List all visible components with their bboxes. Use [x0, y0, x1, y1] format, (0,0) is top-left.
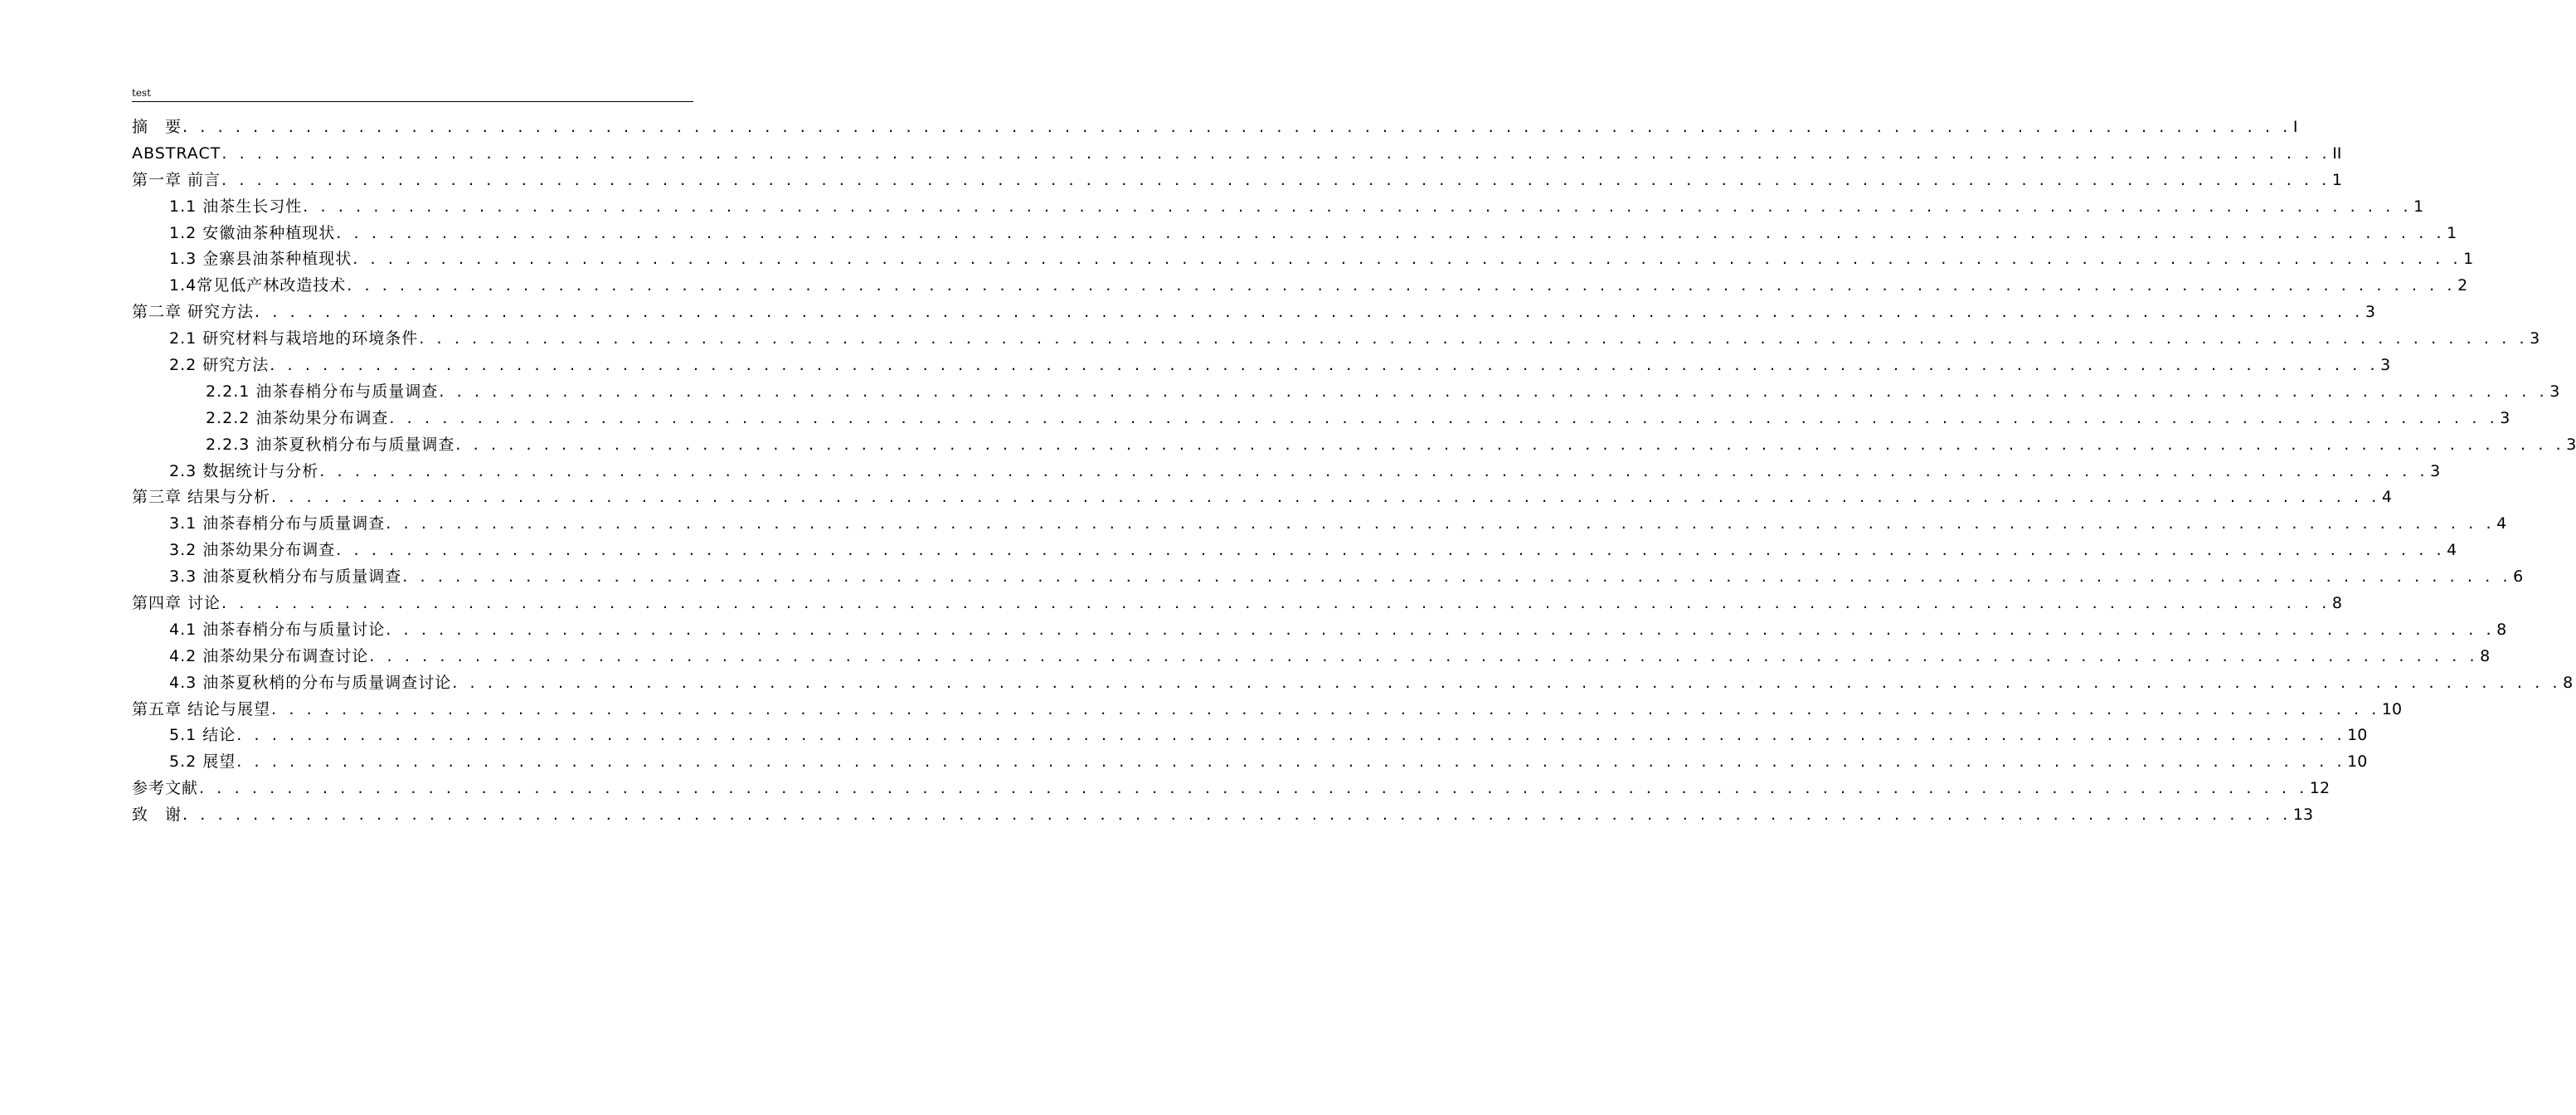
- toc-entry-line: [132, 697, 2403, 723]
- toc-entry-page-number: 10: [2347, 752, 2368, 772]
- toc-dot-leader: . . . . . . . . . . . . . . . . . . . . . . . . . . . . . . . . . . . . . . . . . . . . . . . . . . . . . . . . . . . . . . . . . . . . . . . . . . . . . . . . . . . . . . . . . . . . . . . . . . . . . . . . . . . . . . . . . . . . . . . .: [271, 699, 2380, 718]
- toc-entry[interactable]: [132, 459, 2441, 485]
- toc-entry[interactable]: [132, 723, 2368, 749]
- toc-entry-page-number: 10: [2381, 699, 2403, 718]
- toc-entry-page-number: 8: [2563, 673, 2574, 692]
- toc-entry[interactable]: [132, 168, 2342, 194]
- toc-entry-page-number: I: [2292, 118, 2298, 136]
- toc-entry[interactable]: [132, 591, 2342, 617]
- page-header: [132, 86, 693, 102]
- toc-entry[interactable]: [132, 221, 2457, 247]
- toc-entry-page-number: 4: [2447, 541, 2457, 560]
- toc-entry-page-number: 1: [2447, 223, 2457, 242]
- toc-entry[interactable]: [132, 644, 2491, 670]
- toc-entry-line: [169, 221, 2457, 247]
- toc-entry-page-number: 4: [2496, 514, 2507, 533]
- toc-entry-page-number: 12: [2309, 779, 2331, 798]
- toc-entry-page-number: 3: [2500, 408, 2510, 427]
- toc-entry[interactable]: [132, 697, 2403, 723]
- toc-entry-line: [132, 168, 2342, 194]
- toc-entry-line: [169, 194, 2424, 221]
- toc-entry[interactable]: [132, 484, 2392, 511]
- toc-dot-leader: . . . . . . . . . . . . . . . . . . . . . . . . . . . . . . . . . . . . . . . . . . . . . . . . . . . . . . . . . . . . . . . . . . . . . . . . . . . . . . . . . . . . . . . . . . . . . . . . . . . . . . . . . . . . . . . . . . . . . . . .: [352, 250, 2462, 269]
- toc-entry-title: 2.2.2 油茶幼果分布调查: [206, 408, 389, 427]
- toc-entry-page-number: 3: [2380, 356, 2391, 375]
- toc-entry[interactable]: [132, 617, 2507, 644]
- toc-entry[interactable]: [132, 194, 2424, 221]
- toc-entry-line: [132, 776, 2331, 802]
- toc-dot-leader: . . . . . . . . . . . . . . . . . . . . . . . . . . . . . . . . . . . . . . . . . . . . . . . . . . . . . . . . . . . . . . . . . . . . . . . . . . . . . . . . . . . . . . . . . . . . . . . . . . . . . . . . . . . . . . . . . . . . . . . .: [402, 567, 2512, 587]
- toc-entry-page-number: 6: [2513, 567, 2524, 587]
- toc-entry-title: 1.1 油茶生长习性: [169, 197, 303, 216]
- toc-entry-page-number: II: [2332, 144, 2342, 163]
- toc-entry[interactable]: [132, 538, 2457, 564]
- toc-entry[interactable]: [132, 114, 2298, 141]
- toc-entry[interactable]: [132, 511, 2507, 538]
- toc-dot-leader: . . . . . . . . . . . . . . . . . . . . . . . . . . . . . . . . . . . . . . . . . . . . . . . . . . . . . . . . . . . . . . . . . . . . . . . . . . . . . . . . . . . . . . . . . . . . . . . . . . . . . . . . . . . . . . . . . . . . . . . .: [389, 408, 2499, 427]
- toc-dot-leader: . . . . . . . . . . . . . . . . . . . . . . . . . . . . . . . . . . . . . . . . . . . . . . . . . . . . . . . . . . . . . . . . . . . . . . . . . . . . . . . . . . . . . . . . . . . . . . . . . . . . . . . . . . . . . . . . . . . . . . . .: [271, 488, 2380, 507]
- toc-entry-title: 1.3 金寨县油茶种植现状: [169, 250, 352, 269]
- toc-entry-line: [169, 326, 2540, 353]
- toc-entry-title: 1.2 安徽油茶种植现状: [169, 223, 336, 242]
- toc-entry[interactable]: [132, 749, 2368, 776]
- toc-dot-leader: . . . . . . . . . . . . . . . . . . . . . . . . . . . . . . . . . . . . . . . . . . . . . . . . . . . . . . . . . . . . . . . . . . . . . . . . . . . . . . . . . . . . . . . . . . . . . . . . . . . . . . . . . . . . . . . . . . . . . . . .: [319, 461, 2429, 480]
- toc-dot-leader: . . . . . . . . . . . . . . . . . . . . . . . . . . . . . . . . . . . . . . . . . . . . . . . . . . . . . . . . . . . . . . . . . . . . . . . . . . . . . . . . . . . . . . . . . . . . . . . . . . . . . . . . . . . . . . . . . . . . . . . .: [386, 514, 2496, 533]
- toc-entry-page-number: 2: [2457, 276, 2468, 295]
- toc-dot-leader: . . . . . . . . . . . . . . . . . . . . . . . . . . . . . . . . . . . . . . . . . . . . . . . . . . . . . . . . . . . . . . . . . . . . . . . . . . . . . . . . . . . . . . . . . . . . . . . . . . . . . . . . . . . . . . . . . . . . . . . .: [221, 170, 2331, 189]
- toc-entry-title: 2.2 研究方法: [169, 356, 270, 375]
- toc-entry-title: 摘 要: [132, 118, 182, 136]
- toc-entry-line: [169, 564, 2524, 591]
- toc-entry[interactable]: [132, 379, 2560, 406]
- toc-entry-title: 3.1 油茶春梢分布与质量调查: [169, 514, 386, 533]
- toc-entry-line: [169, 353, 2391, 379]
- toc-entry-title: ABSTRACT: [132, 144, 221, 163]
- toc-entry-line: [169, 670, 2574, 697]
- toc-entry-line: [132, 141, 2342, 168]
- toc-entry-page-number: 3: [2530, 329, 2540, 348]
- toc-entry-page-number: 3: [2365, 303, 2375, 322]
- toc-entry[interactable]: [132, 246, 2474, 273]
- toc-entry-title: 参考文献: [132, 779, 199, 798]
- toc-entry-title: 2.2.3 油茶夏秋梢分布与质量调查: [206, 435, 455, 454]
- toc-entry-line: [206, 432, 2576, 459]
- toc-dot-leader: . . . . . . . . . . . . . . . . . . . . . . . . . . . . . . . . . . . . . . . . . . . . . . . . . . . . . . . . . . . . . . . . . . . . . . . . . . . . . . . . . . . . . . . . . . . . . . . . . . . . . . . . . . . . . . . . . . . . . . . .: [255, 303, 2364, 322]
- toc-entry-line: [132, 591, 2342, 617]
- toc-entry-title: 第四章 讨论: [132, 594, 221, 613]
- toc-entry-line: [169, 538, 2457, 564]
- toc-entry-page-number: 1: [2463, 250, 2474, 269]
- toc-entry[interactable]: [132, 776, 2331, 802]
- toc-dot-leader: . . . . . . . . . . . . . . . . . . . . . . . . . . . . . . . . . . . . . . . . . . . . . . . . . . . . . . . . . . . . . . . . . . . . . . . . . . . . . . . . . . . . . . . . . . . . . . . . . . . . . . . . . . . . . . . . . . . . . . . .: [182, 806, 2292, 825]
- toc-dot-leader: . . . . . . . . . . . . . . . . . . . . . . . . . . . . . . . . . . . . . . . . . . . . . . . . . . . . . . . . . . . . . . . . . . . . . . . . . . . . . . . . . . . . . . . . . . . . . . . . . . . . . . . . . . . . . . . . . . . . . . . .: [347, 276, 2457, 295]
- toc-dot-leader: . . . . . . . . . . . . . . . . . . . . . . . . . . . . . . . . . . . . . . . . . . . . . . . . . . . . . . . . . . . . . . . . . . . . . . . . . . . . . . . . . . . . . . . . . . . . . . . . . . . . . . . . . . . . . . . . . . . . . . . .: [182, 118, 2292, 136]
- table-of-contents: [132, 114, 2576, 829]
- toc-entry-title: 2.2.1 油茶春梢分布与质量调查: [206, 382, 439, 401]
- toc-entry[interactable]: [132, 432, 2576, 459]
- toc-dot-leader: . . . . . . . . . . . . . . . . . . . . . . . . . . . . . . . . . . . . . . . . . . . . . . . . . . . . . . . . . . . . . . . . . . . . . . . . . . . . . . . . . . . . . . . . . . . . . . . . . . . . . . . . . . . . . . . . . . . . . . . .: [236, 752, 2346, 772]
- toc-entry-line: [132, 299, 2375, 326]
- toc-dot-leader: . . . . . . . . . . . . . . . . . . . . . . . . . . . . . . . . . . . . . . . . . . . . . . . . . . . . . . . . . . . . . . . . . . . . . . . . . . . . . . . . . . . . . . . . . . . . . . . . . . . . . . . . . . . . . . . . . . . . . . . .: [455, 435, 2565, 454]
- toc-dot-leader: . . . . . . . . . . . . . . . . . . . . . . . . . . . . . . . . . . . . . . . . . . . . . . . . . . . . . . . . . . . . . . . . . . . . . . . . . . . . . . . . . . . . . . . . . . . . . . . . . . . . . . . . . . . . . . . . . . . . . . . .: [336, 541, 2446, 560]
- toc-entry-title: 4.3 油茶夏秋梢的分布与质量调查讨论: [169, 673, 452, 692]
- toc-entry-title: 第三章 结果与分析: [132, 488, 271, 507]
- toc-dot-leader: . . . . . . . . . . . . . . . . . . . . . . . . . . . . . . . . . . . . . . . . . . . . . . . . . . . . . . . . . . . . . . . . . . . . . . . . . . . . . . . . . . . . . . . . . . . . . . . . . . . . . . . . . . . . . . . . . . . . . . . .: [419, 329, 2529, 348]
- toc-dot-leader: . . . . . . . . . . . . . . . . . . . . . . . . . . . . . . . . . . . . . . . . . . . . . . . . . . . . . . . . . . . . . . . . . . . . . . . . . . . . . . . . . . . . . . . . . . . . . . . . . . . . . . . . . . . . . . . . . . . . . . . .: [336, 223, 2446, 242]
- toc-entry-line: [169, 459, 2441, 485]
- toc-entry-title: 3.2 油茶幼果分布调查: [169, 541, 336, 560]
- toc-entry[interactable]: [132, 406, 2510, 432]
- toc-dot-leader: . . . . . . . . . . . . . . . . . . . . . . . . . . . . . . . . . . . . . . . . . . . . . . . . . . . . . . . . . . . . . . . . . . . . . . . . . . . . . . . . . . . . . . . . . . . . . . . . . . . . . . . . . . . . . . . . . . . . . . . .: [369, 646, 2479, 665]
- toc-entry[interactable]: [132, 564, 2524, 591]
- toc-entry-line: [169, 273, 2468, 299]
- toc-entry-line: [169, 246, 2474, 273]
- toc-entry-line: [169, 617, 2507, 644]
- toc-entry-line: [169, 749, 2368, 776]
- toc-entry[interactable]: [132, 299, 2375, 326]
- toc-dot-leader: . . . . . . . . . . . . . . . . . . . . . . . . . . . . . . . . . . . . . . . . . . . . . . . . . . . . . . . . . . . . . . . . . . . . . . . . . . . . . . . . . . . . . . . . . . . . . . . . . . . . . . . . . . . . . . . . . . . . . . . .: [199, 779, 2308, 798]
- toc-entry-title: 3.3 油茶夏秋梢分布与质量调查: [169, 567, 402, 587]
- toc-entry-page-number: 3: [2430, 461, 2441, 480]
- toc-entry-page-number: 3: [2566, 435, 2576, 454]
- toc-dot-leader: . . . . . . . . . . . . . . . . . . . . . . . . . . . . . . . . . . . . . . . . . . . . . . . . . . . . . . . . . . . . . . . . . . . . . . . . . . . . . . . . . . . . . . . . . . . . . . . . . . . . . . . . . . . . . . . . . . . . . . . .: [221, 594, 2331, 613]
- toc-entry-line: [132, 484, 2392, 511]
- toc-dot-leader: . . . . . . . . . . . . . . . . . . . . . . . . . . . . . . . . . . . . . . . . . . . . . . . . . . . . . . . . . . . . . . . . . . . . . . . . . . . . . . . . . . . . . . . . . . . . . . . . . . . . . . . . . . . . . . . . . . . . . . . .: [270, 356, 2379, 375]
- toc-entry[interactable]: [132, 273, 2468, 299]
- toc-entry-page-number: 8: [2480, 646, 2491, 665]
- toc-dot-leader: . . . . . . . . . . . . . . . . . . . . . . . . . . . . . . . . . . . . . . . . . . . . . . . . . . . . . . . . . . . . . . . . . . . . . . . . . . . . . . . . . . . . . . . . . . . . . . . . . . . . . . . . . . . . . . . . . . . . . . . .: [303, 197, 2413, 216]
- toc-entry-title: 2.1 研究材料与栽培地的环境条件: [169, 329, 419, 348]
- toc-entry-page-number: 3: [2549, 382, 2560, 401]
- toc-entry-page-number: 1: [2331, 170, 2342, 189]
- toc-entry-title: 5.2 展望: [169, 752, 236, 772]
- toc-entry-line: [132, 114, 2298, 141]
- toc-entry-title: 第二章 研究方法: [132, 303, 255, 322]
- toc-entry-title: 4.2 油茶幼果分布调查讨论: [169, 646, 369, 665]
- toc-dot-leader: . . . . . . . . . . . . . . . . . . . . . . . . . . . . . . . . . . . . . . . . . . . . . . . . . . . . . . . . . . . . . . . . . . . . . . . . . . . . . . . . . . . . . . . . . . . . . . . . . . . . . . . . . . . . . . . . . . . . . . . .: [439, 382, 2549, 401]
- toc-entry-line: [132, 802, 2314, 829]
- toc-dot-leader: . . . . . . . . . . . . . . . . . . . . . . . . . . . . . . . . . . . . . . . . . . . . . . . . . . . . . . . . . . . . . . . . . . . . . . . . . . . . . . . . . . . . . . . . . . . . . . . . . . . . . . . . . . . . . . . . . . . . . . . .: [221, 144, 2331, 163]
- toc-entry-line: [206, 379, 2560, 406]
- toc-dot-leader: . . . . . . . . . . . . . . . . . . . . . . . . . . . . . . . . . . . . . . . . . . . . . . . . . . . . . . . . . . . . . . . . . . . . . . . . . . . . . . . . . . . . . . . . . . . . . . . . . . . . . . . . . . . . . . . . . . . . . . . .: [236, 726, 2346, 745]
- toc-entry-title: 1.4常见低产林改造技术: [169, 276, 347, 295]
- toc-entry-title: 第五章 结论与展望: [132, 699, 271, 718]
- toc-entry-title: 第一章 前言: [132, 170, 221, 189]
- toc-entry-title: 4.1 油茶春梢分布与质量讨论: [169, 620, 386, 639]
- toc-entry-title: 5.1 结论: [169, 726, 236, 745]
- toc-entry[interactable]: [132, 141, 2342, 168]
- toc-entry-page-number: 4: [2381, 488, 2392, 507]
- toc-entry-line: [169, 723, 2368, 749]
- toc-entry-page-number: 1: [2413, 197, 2424, 216]
- toc-entry-line: [169, 644, 2491, 670]
- toc-entry-page-number: 10: [2347, 726, 2368, 745]
- toc-entry[interactable]: [132, 353, 2391, 379]
- header-text: test: [132, 87, 151, 99]
- toc-entry-title: 2.3 数据统计与分析: [169, 461, 319, 480]
- toc-entry-line: [206, 406, 2510, 432]
- toc-dot-leader: . . . . . . . . . . . . . . . . . . . . . . . . . . . . . . . . . . . . . . . . . . . . . . . . . . . . . . . . . . . . . . . . . . . . . . . . . . . . . . . . . . . . . . . . . . . . . . . . . . . . . . . . . . . . . . . . . . . . . . . .: [452, 673, 2562, 692]
- toc-entry-line: [169, 511, 2507, 538]
- toc-entry-page-number: 8: [2331, 594, 2342, 613]
- toc-dot-leader: . . . . . . . . . . . . . . . . . . . . . . . . . . . . . . . . . . . . . . . . . . . . . . . . . . . . . . . . . . . . . . . . . . . . . . . . . . . . . . . . . . . . . . . . . . . . . . . . . . . . . . . . . . . . . . . . . . . . . . . .: [386, 620, 2496, 639]
- toc-entry-page-number: 13: [2292, 806, 2314, 825]
- toc-entry[interactable]: [132, 670, 2574, 697]
- toc-entry[interactable]: [132, 802, 2314, 829]
- toc-entry-page-number: 8: [2496, 620, 2507, 639]
- toc-entry-title: 致 谢: [132, 806, 182, 825]
- toc-entry[interactable]: [132, 326, 2540, 353]
